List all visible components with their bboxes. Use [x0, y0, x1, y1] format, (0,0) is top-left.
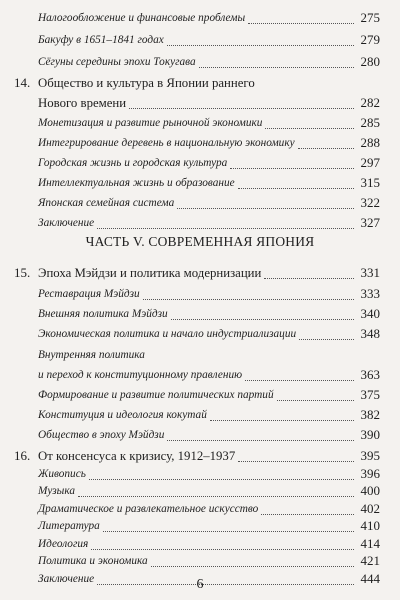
section-title: Сёгуны середины эпохи Токугава	[38, 56, 196, 68]
page-number: 444	[360, 570, 380, 586]
dot-leader	[264, 278, 354, 279]
page-number: 285	[360, 115, 380, 130]
dot-leader	[265, 128, 354, 129]
section-title: Интеллектуальная жизнь и образование	[38, 177, 235, 189]
page-number: 279	[360, 32, 380, 47]
chapter-title: Нового времени	[38, 96, 127, 110]
toc-entry	[0, 405, 400, 427]
page-number: 375	[360, 387, 380, 402]
section-title: Налогообложение и финансовые проблемы	[38, 12, 246, 24]
toc-entry	[0, 173, 400, 195]
toc-entry	[0, 263, 400, 285]
dot-leader	[261, 514, 354, 515]
page-number: 410	[360, 518, 380, 533]
dot-leader	[103, 531, 354, 532]
section-title: Бакуфу в 1651–1841 годах	[38, 34, 164, 46]
dot-leader	[298, 148, 354, 149]
dot-leader	[78, 496, 354, 497]
dot-leader	[151, 566, 354, 567]
chapter-number: 15.	[14, 265, 31, 280]
dot-leader	[167, 45, 354, 46]
section-title: Интегрирование деревень в национальную экономику	[38, 137, 295, 149]
toc-entry	[0, 8, 400, 30]
section-title: Идеология	[38, 537, 89, 550]
page-folio: 6	[196, 577, 204, 592]
chapter-number: 16.	[14, 448, 31, 463]
page-number: 390	[360, 427, 380, 442]
toc-entry	[0, 345, 400, 367]
page-number: 395	[360, 448, 380, 463]
dot-leader	[177, 208, 354, 209]
toc-entry	[0, 30, 400, 52]
dot-leader	[277, 400, 354, 401]
dot-leader	[171, 319, 354, 320]
page-number: 363	[360, 367, 380, 382]
chapter-title: Общество и культура в Японии раннего	[38, 76, 255, 90]
chapter-title: От консенсуса к кризису, 1912–1937	[38, 449, 236, 463]
page-number: 382	[360, 407, 380, 422]
part-heading: ЧАСТЬ V. СОВРЕМЕННАЯ ЯПОНИЯ	[85, 234, 315, 249]
section-title: и переход к конституционному правлению	[38, 369, 243, 381]
page-number: 280	[360, 54, 380, 69]
page-number: 275	[360, 10, 380, 25]
dot-leader	[299, 339, 354, 340]
section-title: Политика и экономика	[38, 555, 148, 567]
section-title: Внешняя политика Мэйдзи	[38, 308, 168, 320]
dot-leader	[248, 23, 354, 24]
section-title: Формирование и развитие политических партий	[38, 389, 274, 401]
dot-leader	[238, 188, 354, 189]
toc-entry	[0, 133, 400, 155]
toc-entry	[0, 365, 400, 387]
page-number: 402	[360, 500, 380, 516]
dot-leader	[129, 108, 354, 109]
page-number: 315	[360, 175, 380, 190]
dot-leader	[167, 440, 354, 441]
page-number: 322	[360, 195, 380, 210]
section-title: Заключение	[38, 217, 95, 229]
section-title: Городская жизнь и городская культура	[38, 157, 228, 169]
toc-entry	[0, 193, 400, 215]
page-number: 396	[360, 465, 380, 481]
page-number: 348	[360, 326, 380, 341]
section-title: Драматическое и развлекательное искусство	[38, 502, 259, 515]
page-number: 288	[360, 135, 380, 150]
section-title: Экономическая политика и начало индустриализации	[38, 328, 297, 340]
chapter-number: 14.	[14, 75, 31, 90]
toc-entry	[0, 304, 400, 326]
section-title: Реставрация Мэйдзи	[38, 288, 140, 300]
section-title: Музыка	[38, 485, 75, 497]
section-title: Литература	[38, 520, 100, 532]
page-number: 333	[360, 286, 380, 301]
toc-entry	[0, 385, 400, 407]
page-number: 297	[360, 155, 380, 170]
section-title: Японская семейная система	[38, 197, 175, 209]
section-title: Живопись	[38, 467, 86, 480]
toc-entry	[0, 73, 400, 95]
toc-entry	[0, 324, 400, 346]
section-title: Внутренняя политика	[38, 349, 145, 361]
toc-entry	[0, 213, 400, 235]
dot-leader	[91, 549, 354, 550]
section-title: Общество в эпоху Мэйдзи	[38, 429, 165, 441]
dot-leader	[245, 380, 354, 381]
section-title: Заключение	[38, 572, 95, 585]
dot-leader	[97, 228, 354, 229]
dot-leader	[143, 299, 354, 300]
section-title: Монетизация и развитие рыночной экономики	[38, 117, 263, 129]
dot-leader	[199, 67, 354, 68]
toc-entry	[0, 93, 400, 115]
page-number: 414	[360, 535, 380, 551]
page-number: 421	[360, 553, 380, 568]
section-title: Конституция и идеология кокутай	[38, 409, 207, 421]
page-number: 400	[360, 483, 380, 498]
chapter-title: Эпоха Мэйдзи и политика модернизации	[38, 266, 262, 280]
page-number: 331	[360, 265, 380, 280]
toc-entry	[0, 113, 400, 135]
page-number: 282	[360, 95, 380, 110]
toc-entry	[0, 52, 400, 74]
toc-entry	[0, 425, 400, 447]
dot-leader	[230, 168, 354, 169]
toc-entry	[0, 284, 400, 306]
dot-leader	[89, 479, 354, 480]
dot-leader	[210, 420, 354, 421]
dot-leader	[238, 461, 354, 462]
toc-entry	[0, 153, 400, 175]
page-number: 340	[360, 306, 380, 321]
page-number: 327	[360, 215, 380, 230]
